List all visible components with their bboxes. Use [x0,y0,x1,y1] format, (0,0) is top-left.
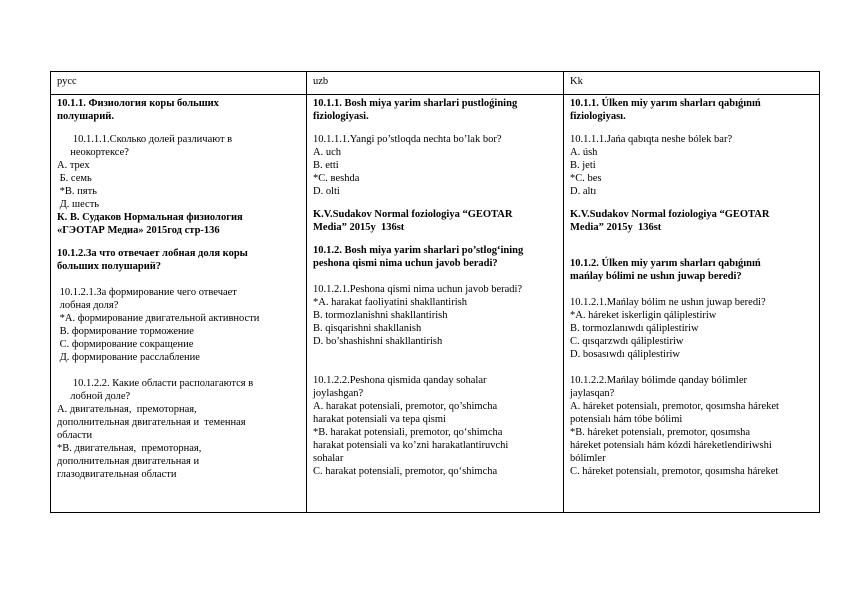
text-line: 10.1.2.2.Peshona qismida qanday sohalar [313,375,487,386]
spacer [57,237,300,247]
text-line: *C. вeshda [313,173,360,184]
spacer [313,234,557,244]
spacer [313,270,557,283]
text-line: B. tormozlanishni shakllantirish [313,310,448,321]
text-line: sohalar [313,453,344,464]
text-line: B. etti [313,160,339,171]
text-line: глазодвигательная области [57,469,177,480]
text-line: 10.1.1.1.Jańa qabıqta neshe bólek bar? [570,134,733,145]
spacer [57,273,300,286]
text-line: неокортексе? [65,147,129,158]
heading-line: fiziologiyasi. [313,111,369,122]
text-line: А. двигательная, премоторная, [57,404,197,415]
spacer [570,361,813,374]
heading-line: 10.1.1. Физиология коры больших [57,98,219,109]
text-line: C. harakat potensiali, premotor, qo‘shimcha [313,466,498,477]
text-line: лобная доля? [57,300,119,311]
heading-line: 10.1.2. Bosh miya yarim sharlari po’stlog‘ining [313,245,524,256]
text-line: potensialı hám tóbe bólimi [570,414,683,425]
text-line: A. háreket potensialı, premotor, qosımsha háreket [570,401,779,412]
text-line: D. olti [313,186,340,197]
heading-line: К. В. Судаков Нормальная физиология [57,212,243,223]
text-line: B. tormozlanıwdı qáliplestiriw [570,323,699,334]
text-line: *В. двигательная, премоторная, [57,443,202,454]
text-line: bólimler [570,453,606,464]
header-karakalpak: Kk [564,72,820,95]
text-line: 10.1.1.1.Сколько долей различают в [65,134,233,145]
text-line: Д. формирование расслабление [57,352,200,363]
text-line: D. bo’shashishni shakllantirish [313,336,443,347]
column-karakalpak [564,95,820,513]
spacer [313,198,557,208]
spacer [570,283,813,296]
text-line: C. qısqarzwdı qáliplestiriw [570,336,684,347]
header-russian: русс [51,72,307,95]
text-line: области [57,430,93,441]
text-line: *A. harakat faoliyatini shakllantirish [313,297,467,308]
text-line: дополнительная двигательная и теменная [57,417,246,428]
text-line: A. harakat potensiali, premotor, qo’shimcha [313,401,498,412]
spacer [313,361,557,374]
spacer [313,348,557,361]
text-line: háreket potensialı hám kózdi háreketlendiriwshi [570,440,772,451]
text-line: C. háreket potensialı, premotor, qosımsha háreket [570,466,779,477]
text-line: С. формирование сокращение [57,339,194,350]
text-line: дополнительная двигательная и [57,456,200,467]
text-line: *B. harakat potensiali, premotor, qo‘shimcha [313,427,503,438]
heading-line: Media” 2015y 136st [313,222,405,233]
heading-line: K.V.Sudakov Normal foziologiya “GEOTAR [313,209,513,220]
text-line: Д. шесть [57,199,100,210]
column-russian [51,95,307,513]
heading-line: полушарий. [57,111,114,122]
text-line: В. формирование торможение [57,326,194,337]
spacer [570,234,813,244]
text-line: *A. háreket iskerligin qáliplestiriw [570,310,717,321]
heading-line: «ГЭОТАР Медиа» 2015год стр-136 [57,225,220,236]
text-line: D. bosasıwdı qáliplestiriw [570,349,680,360]
spacer [570,244,813,257]
text-line: joylashgan? [313,388,364,399]
text-line: 10.1.2.2. Какие области располагаются в [65,378,254,389]
spacer [57,123,300,133]
text-line: A. uch [313,147,341,158]
text-line: harakat potensiali va tepa qismi [313,414,446,425]
table-header-row [51,72,820,95]
text-line: harakat potensiali va ko’zni harakatlantiruvchi [313,440,509,451]
heading-line: 10.1.1. Bosh miya yarim sharlari pustloǵining [313,98,518,109]
text-line: B. qisqarishni shakllanish [313,323,422,334]
heading-line: 10.1.1. Úlken miy yarım sharları qabıǵınıń [570,98,761,109]
heading-line: 10.1.2.За что отвечает лобная доля коры [57,248,248,259]
heading-line: mańlay bólimi ne ushın juwap beredi? [570,271,742,282]
text-line: A. úsh [570,147,598,158]
spacer [57,364,300,377]
text-line: *В. пять [57,186,97,197]
heading-line: fiziologiyası. [570,111,626,122]
text-line: 10.1.1.1.Yangi po’stloqda nechta bo’lak bor? [313,134,502,145]
text-line: 10.1.2.1.Mańlay bólim ne ushın juwap beredi? [570,297,766,308]
heading-line: 10.1.2. Úlken miy yarım sharları qabıǵınıń [570,258,761,269]
text-line: лобной доле? [65,391,131,402]
text-line: B. jeti [570,160,596,171]
text-line: А. трех [57,160,90,171]
text-line: jaylasqan? [570,388,615,399]
text-line: 10.1.2.2.Mańlay bólimde qanday bólimler [570,375,748,386]
table-body-row [51,95,820,513]
text-line: *А. формирование двигательной активности [57,313,260,324]
question-table [50,71,820,513]
spacer [570,198,813,208]
heading-line: Media” 2015y 136st [570,222,662,233]
heading-line: peshona qismi nima uchun javob beradi? [313,258,498,269]
spacer [313,123,557,133]
text-line: *B. háreket potensialı, premotor, qosımsha [570,427,751,438]
heading-line: K.V.Sudakov Normal foziologiya “GEOTAR [570,209,770,220]
header-uzbek: uzb [307,72,564,95]
text-line: 10.1.2.1.За формирование чего отвечает [57,287,237,298]
text-line: D. altı [570,186,597,197]
text-line: Б. семь [57,173,92,184]
spacer [570,123,813,133]
text-line: 10.1.2.1.Peshona qismi nima uchun javob beradi? [313,284,523,295]
heading-line: больших полушарий? [57,261,162,272]
text-line: *C. bes [570,173,602,184]
column-uzbek [307,95,564,513]
